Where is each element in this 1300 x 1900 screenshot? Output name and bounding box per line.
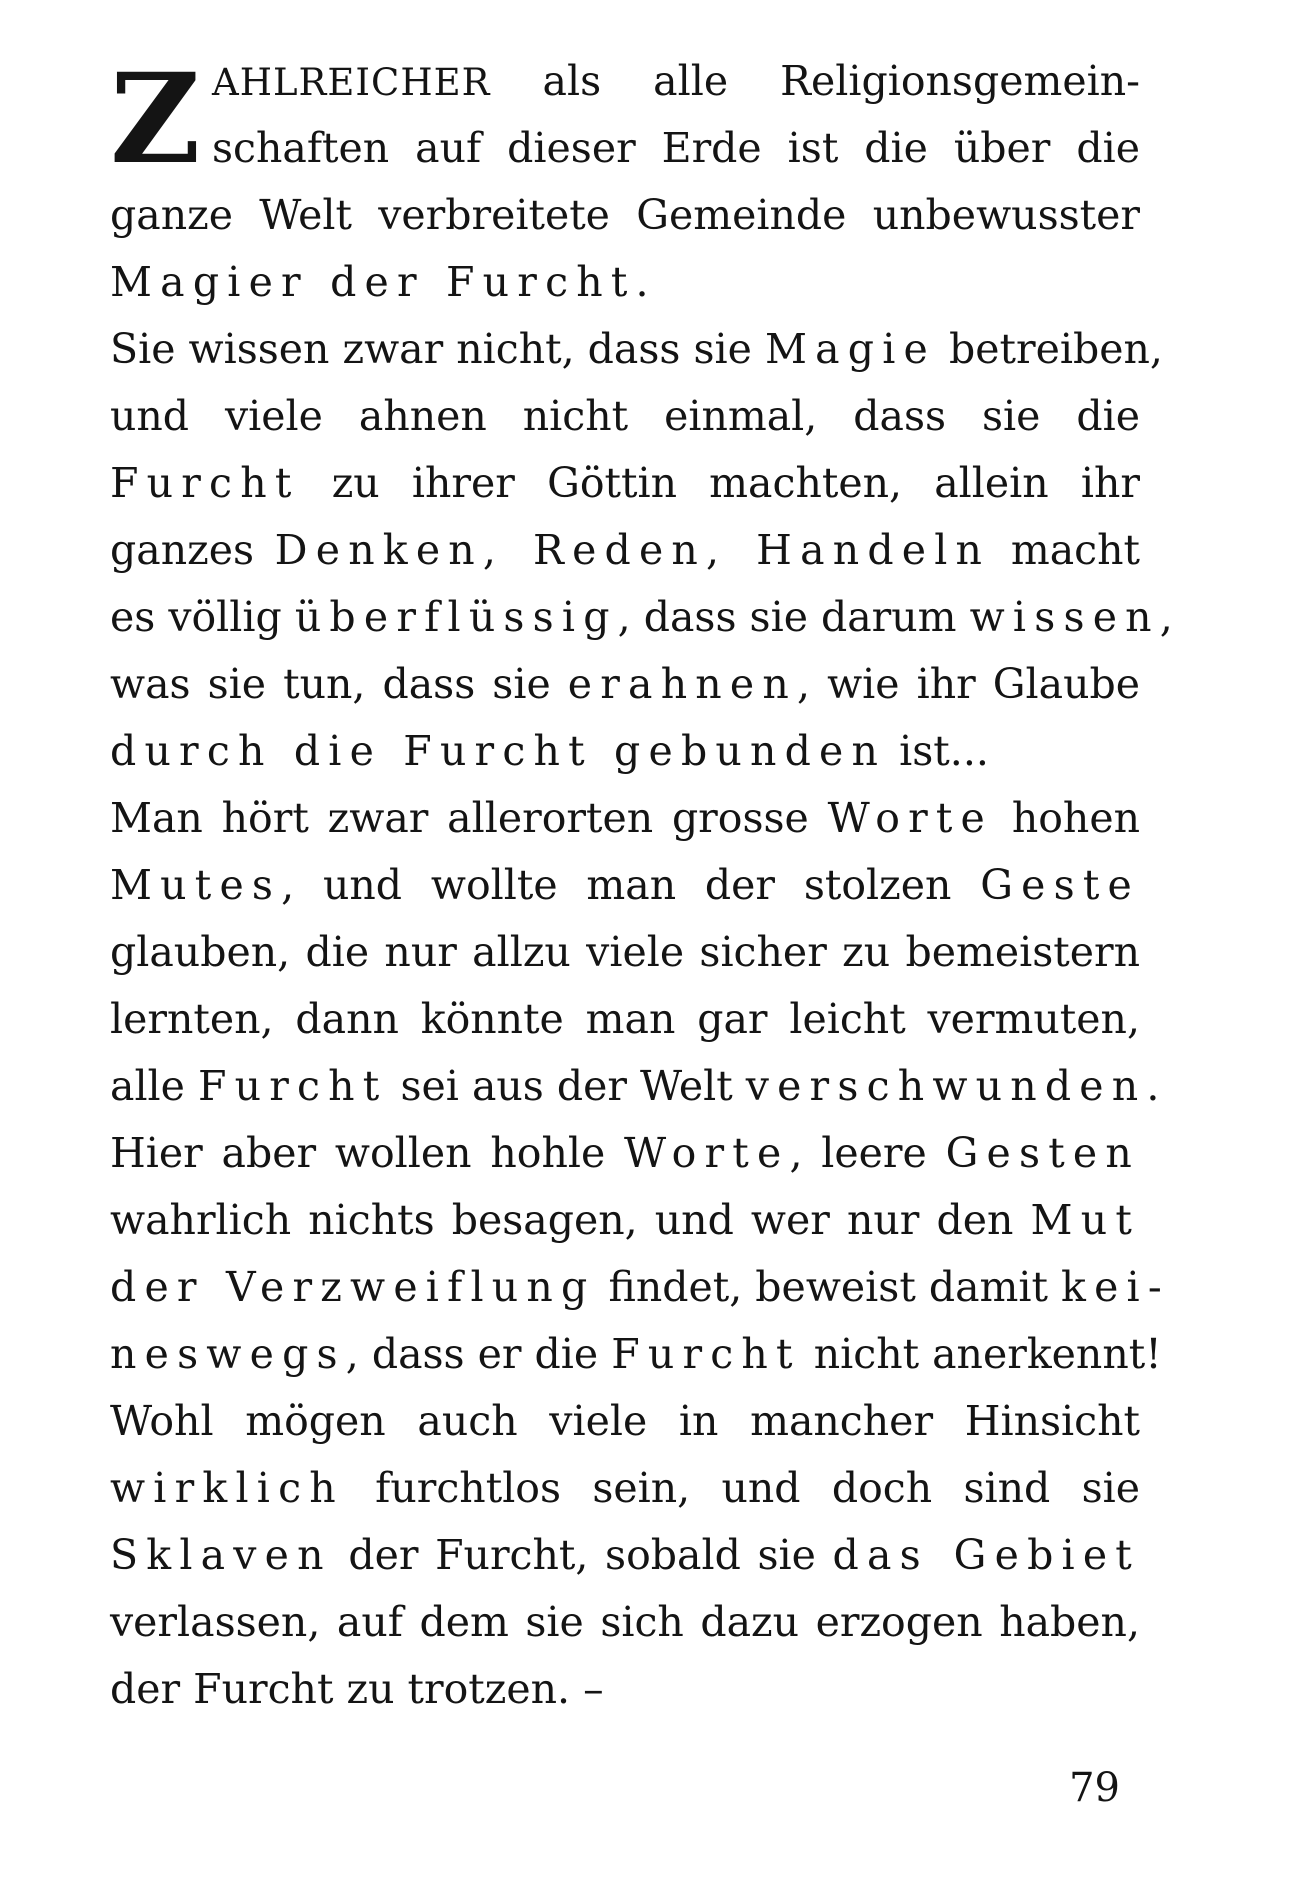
spaced-emphasis: erahnen xyxy=(567,660,797,708)
text-line xyxy=(110,1388,1140,1455)
text-run: Wohl mögen auch viele in mancher Hinsicht xyxy=(110,1397,1140,1445)
spaced-emphasis: das Gebiet xyxy=(832,1531,1140,1579)
text-line xyxy=(110,1455,1140,1522)
text-line xyxy=(110,517,1140,584)
text-line xyxy=(110,249,1140,316)
spaced-emphasis: Magie xyxy=(764,325,936,373)
spaced-emphasis: Mut xyxy=(1030,1196,1140,1244)
text-line xyxy=(110,1589,1140,1656)
text-run: und viele ahnen nicht einmal, dass sie die xyxy=(110,392,1140,440)
text-run: zu ihrer Göttin machten, allein ihr xyxy=(299,459,1140,507)
text-line xyxy=(110,852,1140,919)
text-run: , wie ihr Glaube xyxy=(796,660,1140,708)
book-page xyxy=(110,47,1173,1848)
spaced-emphasis: verschwunden. xyxy=(745,1062,1168,1110)
text-run: betreiben, xyxy=(936,325,1163,373)
text-line xyxy=(110,316,1163,383)
text-line xyxy=(110,450,1140,517)
text-line xyxy=(110,651,1140,718)
text-line xyxy=(110,1187,1140,1254)
text-run: schaften auf dieser Erde ist die über die xyxy=(212,124,1140,172)
text-run: , leere xyxy=(789,1129,946,1177)
text-line xyxy=(110,182,1140,249)
spaced-emphasis: wissen xyxy=(969,593,1160,641)
text-run: Sie wissen zwar nicht, dass sie xyxy=(110,325,765,373)
spaced-emphasis: überflüssig xyxy=(294,593,618,641)
text-line xyxy=(110,1053,1168,1120)
text-run: was sie tun, dass sie xyxy=(110,660,568,708)
spaced-emphasis: Furcht xyxy=(611,1330,801,1378)
text-run: nicht anerkennt! xyxy=(800,1330,1162,1378)
text-line xyxy=(110,48,1140,115)
drop-cap: Z xyxy=(110,47,201,192)
opening-caps: AHLREICHER xyxy=(212,61,491,104)
text-line xyxy=(110,115,1140,182)
text-line xyxy=(110,1254,1170,1321)
text-run: hohen xyxy=(993,794,1141,842)
text-line xyxy=(110,1120,1140,1187)
text-run: ganze Welt verbreitete Gemeinde unbewusster xyxy=(110,191,1140,239)
text-run: wahrlich nichts besagen, und wer nur den xyxy=(110,1196,1031,1244)
spaced-emphasis: kei- xyxy=(1061,1263,1170,1311)
spaced-emphasis: wirklich xyxy=(110,1464,344,1512)
spaced-emphasis: neswegs xyxy=(110,1330,346,1378)
spaced-emphasis: der Verzweiflung xyxy=(110,1263,596,1311)
text-line xyxy=(110,1522,1140,1589)
text-run: lernten, dann könnte man gar leicht vermuten, xyxy=(110,995,1140,1043)
spaced-emphasis: Worte xyxy=(827,794,994,842)
text-run: findet, beweist damit xyxy=(595,1263,1062,1311)
text-line xyxy=(110,986,1140,1053)
spaced-emphasis: Geste xyxy=(980,861,1140,909)
spaced-emphasis: Denken, Reden, Handeln xyxy=(274,526,991,574)
text-line xyxy=(110,383,1140,450)
text-run: , dass er die xyxy=(345,1330,612,1378)
text-run: ganzes xyxy=(110,526,275,574)
text-run: macht xyxy=(990,526,1140,574)
text-run: ist... xyxy=(886,727,989,775)
text-line xyxy=(110,1321,1162,1388)
text-line xyxy=(110,1656,1140,1723)
spaced-emphasis: Furcht xyxy=(110,459,300,507)
body-text xyxy=(110,48,1173,1723)
text-run: verlassen, auf dem sie sich dazu erzogen haben, xyxy=(110,1598,1140,1646)
spaced-emphasis: Furcht xyxy=(197,1062,388,1110)
text-run: , und wollte man der stolzen xyxy=(281,861,981,909)
text-line xyxy=(110,919,1140,986)
text-run: Hier aber wollen hohle xyxy=(110,1129,625,1177)
spaced-emphasis: Sklaven xyxy=(110,1531,332,1579)
text-run: , xyxy=(1159,593,1173,641)
spaced-emphasis: Mutes xyxy=(110,861,282,909)
text-line xyxy=(110,584,1173,651)
text-run: der Furcht zu trotzen. – xyxy=(110,1665,604,1713)
text-run: als alle Religionsgemein- xyxy=(490,57,1140,105)
text-run: alle xyxy=(110,1062,198,1110)
text-run: sei aus der Welt xyxy=(387,1062,746,1110)
text-run: , dass sie darum xyxy=(617,593,970,641)
text-line xyxy=(110,785,1140,852)
spaced-emphasis: Worte xyxy=(624,1129,790,1177)
text-run: glauben, die nur allzu viele sicher zu bemeistern xyxy=(110,928,1140,976)
text-run: es völlig xyxy=(110,593,295,641)
spaced-emphasis: Gesten xyxy=(945,1129,1140,1177)
text-run: Man hört zwar allerorten grosse xyxy=(110,794,828,842)
text-run: furchtlos sein, und doch sind sie xyxy=(343,1464,1140,1512)
spaced-emphasis: Magier der Furcht. xyxy=(110,258,657,306)
page-number: 79 xyxy=(1069,1765,1120,1811)
text-line xyxy=(110,718,1140,785)
text-run: der Furcht, sobald sie xyxy=(331,1531,833,1579)
spaced-emphasis: durch die Furcht gebunden xyxy=(110,727,887,775)
